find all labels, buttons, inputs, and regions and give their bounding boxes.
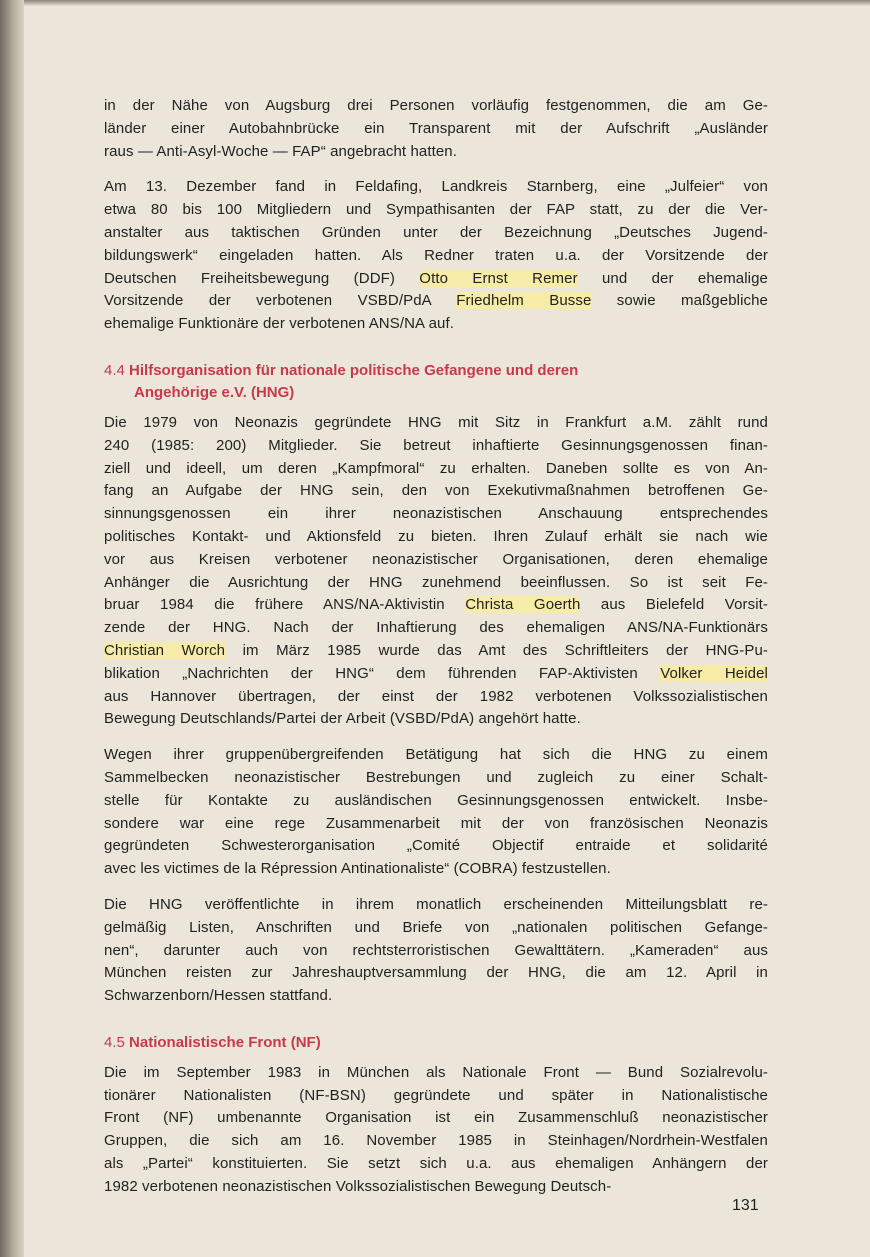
text-line <box>104 767 768 790</box>
page-number: 131 <box>732 1197 759 1214</box>
text-run: fang an Aufgabe der HNG sein, den von Exekutivmaßnahmen betroffenen Ge- <box>104 482 768 500</box>
section-heading <box>104 1032 768 1054</box>
text-run: sinnungsgenossen ein ihrer neonazistischen Anschauung entsprechendes <box>104 505 768 523</box>
text-run: bildungswerk“ eingeladen hatten. Als Redner traten u.a. der Vorsitzende der <box>104 246 768 264</box>
text-line <box>104 1153 768 1176</box>
paragraph <box>104 744 768 881</box>
text-run: Die im September 1983 in München als Nationale Front — Bund Sozialrevolu- <box>104 1063 768 1081</box>
text-line <box>104 1130 768 1153</box>
text-line <box>104 176 768 199</box>
text-line <box>104 268 768 291</box>
text-line <box>104 744 768 767</box>
text-line <box>104 290 768 313</box>
paragraph <box>104 176 768 336</box>
text-line <box>104 313 768 336</box>
text-line <box>104 663 768 686</box>
text-run: gelmäßig Listen, Anschriften und Briefe von „nationalen politischen Gefange- <box>104 918 768 936</box>
text-line <box>104 686 768 709</box>
text-line <box>104 199 768 222</box>
text-run: ehemalige Funktionäre der verbotenen ANS/NA auf. <box>104 315 455 333</box>
highlighted-name: Volker Heidel <box>660 664 768 682</box>
text-line <box>104 222 768 245</box>
text-line <box>104 917 768 940</box>
text-line <box>104 594 768 617</box>
text-run: als „Partei“ konstituierten. Sie setzt sich u.a. aus ehemaligen Anhängern der <box>104 1155 768 1173</box>
text-line <box>104 549 768 572</box>
section-number: 4.5 <box>104 1033 125 1051</box>
text-run: Deutschen Freiheitsbewegung (DDF) <box>104 269 420 287</box>
text-run: im März 1985 wurde das Amt des Schriftleiters der HNG-Pu- <box>225 641 768 659</box>
text-line <box>104 790 768 813</box>
text-run: aus Bielefeld Vorsit- <box>580 596 769 614</box>
text-line <box>104 962 768 985</box>
highlighted-name: Christian Worch <box>104 641 226 659</box>
section-heading <box>104 360 768 404</box>
text-line <box>104 118 768 141</box>
text-line <box>104 940 768 963</box>
text-line <box>104 435 768 458</box>
text-run: sondere war eine rege Zusammenarbeit mit der von französischen Neonazis <box>104 814 768 832</box>
text-line <box>104 894 768 917</box>
text-run: und der ehemalige <box>577 269 769 287</box>
text-line <box>104 572 768 595</box>
text-run: anstalter aus taktischen Gründen unter der Bezeichnung „Deutsches Jugend- <box>104 223 768 241</box>
page-content <box>104 95 768 1212</box>
text-line <box>104 95 768 118</box>
text-line <box>104 985 768 1008</box>
text-run: Sammelbecken neonazistischer Bestrebungen und zugleich zu einer Schalt- <box>104 768 768 786</box>
text-run: Am 13. Dezember fand in Feldafing, Landkreis Starnberg, eine „Julfeier“ von <box>104 178 768 196</box>
text-line <box>104 1107 768 1130</box>
text-run: raus — Anti-Asyl-Woche — FAP“ angebracht hatten. <box>104 142 458 160</box>
section-title: Nationalistische Front (NF) <box>129 1033 321 1051</box>
text-line <box>104 412 768 435</box>
text-line <box>104 617 768 640</box>
text-line <box>104 503 768 526</box>
text-line <box>104 458 768 481</box>
text-line <box>104 1085 768 1108</box>
text-run: länder einer Autobahnbrücke ein Transparent mit der Aufschrift „Ausländer <box>104 119 768 137</box>
text-line <box>104 813 768 836</box>
text-line <box>104 1062 768 1085</box>
text-run: Schwarzenborn/Hessen stattfand. <box>104 987 333 1005</box>
text-run: tionärer Nationalisten (NF-BSN) gegründete und später in Nationalistische <box>104 1086 768 1104</box>
highlighted-name: Otto Ernst Remer <box>419 269 578 287</box>
text-line <box>104 858 768 881</box>
section-title: Hilfsorganisation für nationale politische Gefangene und deren <box>129 361 579 379</box>
paragraph <box>104 412 768 731</box>
text-run: Bewegung Deutschlands/Partei der Arbeit (VSBD/PdA) angehört hatte. <box>104 710 581 728</box>
section-title-continued: Angehörige e.V. (HNG) <box>134 383 295 401</box>
text-run: 1982 verbotenen neonazistischen Volkssozialistischen Bewegung Deutsch- <box>104 1177 612 1195</box>
text-run: Front (NF) umbenannte Organisation ist ein Zusammenschluß neonazistischer <box>104 1109 768 1127</box>
text-run: etwa 80 bis 100 Mitgliedern und Sympathisanten der FAP statt, zu der die Ver- <box>104 201 768 219</box>
text-run: bruar 1984 die frühere ANS/NA-Aktivistin <box>104 596 466 614</box>
paragraph <box>104 894 768 1008</box>
text-run: vor aus Kreisen verbotener neonazistischer Organisationen, deren ehemalige <box>104 550 768 568</box>
text-run: sowie maßgebliche <box>591 292 768 310</box>
text-run: nen“, darunter auch von rechtsterroristischen Gewalttätern. „Kameraden“ aus <box>104 941 768 959</box>
text-run: Anhänger die Ausrichtung der HNG zunehmend beeinflussen. So ist seit Fe- <box>104 573 768 591</box>
text-line <box>104 141 768 164</box>
text-run: zende der HNG. Nach der Inhaftierung des ehemaligen ANS/NA-Funktionärs <box>104 619 768 637</box>
text-run: in der Nähe von Augsburg drei Personen vorläufig festgenommen, die am Ge- <box>104 97 768 114</box>
highlighted-name: Friedhelm Busse <box>456 292 592 310</box>
text-run: Wegen ihrer gruppenübergreifenden Betätigung hat sich die HNG zu einem <box>104 746 768 764</box>
text-run: gegründeten Schwesterorganisation „Comité Objectif entraide et solidarité <box>104 837 768 855</box>
text-run: 240 (1985: 200) Mitglieder. Sie betreut inhaftierte Gesinnungsgenossen finan- <box>104 436 768 454</box>
text-line <box>104 245 768 268</box>
text-run: politisches Kontakt- und Aktionsfeld zu bieten. Ihren Zulauf erhält sie nach wie <box>104 527 768 545</box>
paragraph <box>104 95 768 163</box>
section-number: 4.4 <box>104 361 125 379</box>
text-run: München reisten zur Jahreshauptversammlung der HNG, die am 12. April in <box>104 964 768 982</box>
text-line <box>104 708 768 731</box>
paragraph <box>104 1062 768 1199</box>
text-run: avec les victimes de la Répression Antinationaliste“ (COBRA) festzustellen. <box>104 860 611 878</box>
text-run: Vorsitzende der verbotenen VSBD/PdA <box>104 292 457 310</box>
text-line <box>104 480 768 503</box>
book-binding-shadow <box>0 0 24 1257</box>
text-run: Die 1979 von Neonazis gegründete HNG mit Sitz in Frankfurt a.M. zählt rund <box>104 413 768 431</box>
text-line <box>104 1176 768 1199</box>
text-line <box>104 835 768 858</box>
text-run: aus Hannover übertragen, der einst der 1982 verbotenen Volkssozialistischen <box>104 687 768 705</box>
text-run: Die HNG veröffentlichte in ihrem monatlich erscheinenden Mitteilungsblatt re- <box>104 895 768 913</box>
text-run: blikation „Nachrichten der HNG“ dem führenden FAP-Aktivisten <box>104 664 661 682</box>
text-run: ziell und ideell, um deren „Kampfmoral“ zu erhalten. Daneben sollte es von An- <box>104 459 768 477</box>
text-run: Gruppen, die sich am 16. November 1985 in Steinhagen/Nordrhein-Westfalen <box>104 1132 768 1150</box>
highlighted-name: Christa Goerth <box>465 596 581 614</box>
text-run: stelle für Kontakte zu ausländischen Gesinnungsgenossen entwickelt. Insbe- <box>104 791 768 809</box>
text-line <box>104 526 768 549</box>
text-line <box>104 640 768 663</box>
